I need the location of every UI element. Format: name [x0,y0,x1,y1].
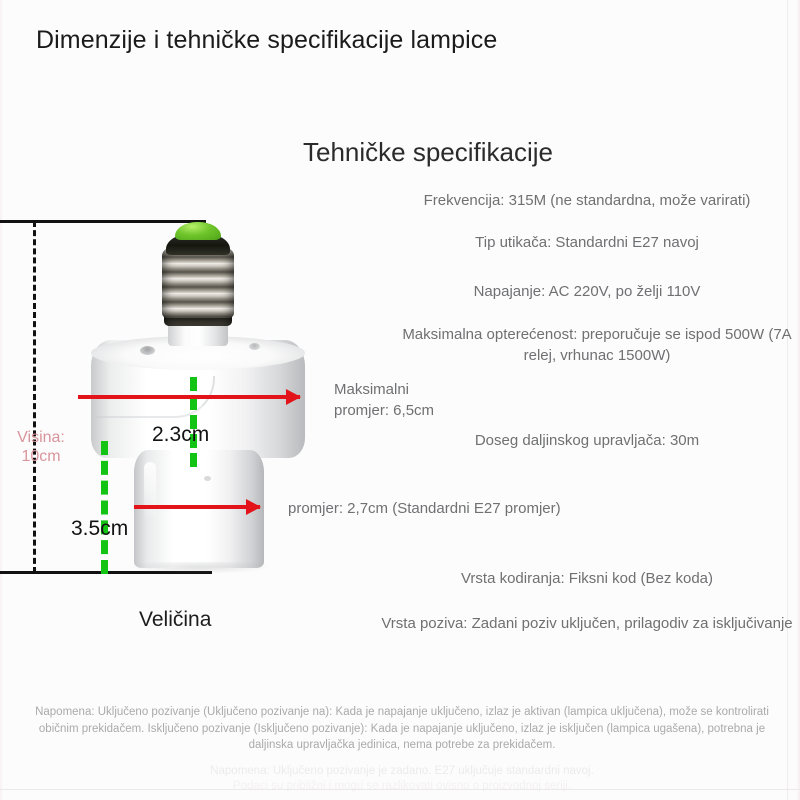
e27-diameter-label: promjer: 2,7cm (Standardni E27 promjer) [288,500,561,517]
page-edge-right [796,0,800,800]
holder-skirt-speck [204,476,211,481]
page-edge-left [0,0,3,800]
max-diameter-label [334,379,434,421]
spec-item-call-type: Vrsta poziva: Zadani poziv uključen, prilagodiv za isključivanje [381,615,793,632]
height-label [4,428,78,466]
arrow-e27-diameter [134,505,260,509]
holder-skirt-gloss [144,462,156,520]
spec-item-socket-type: Tip utikača: Standardni E27 navoj [475,234,699,251]
holder-screw-hole-right [249,343,260,350]
height-label-line2: 10cm [21,448,61,465]
e27-green-tip [175,222,221,240]
footer-note-cutoff-line-2: Podaci su približni i mogu se razlikovati ovisno o proizvodnoj seriji. [232,780,572,792]
arrow-max-diameter [78,395,300,399]
specs-heading: Tehničke specifikacije [303,137,554,167]
height-rule-dashed-vertical [33,221,36,573]
measure-bar-3-5cm [101,441,108,574]
e27-screw-base [162,248,234,318]
measure-label-3-5cm: 3.5cm [71,517,129,540]
holder-screw-hole-left [140,346,155,355]
max-diameter-label-line2: promjer: 6,5cm [334,402,435,419]
spec-item-power-supply: Napajanje: AC 220V, po želji 110V [473,283,701,300]
max-diameter-label-line1: Maksimalni [334,381,410,398]
spec-item-remote-range: Doseg daljinskog upravljača: 30m [474,432,700,449]
measure-bar-2-3cm [190,377,197,467]
page-border-vertical [787,0,788,800]
height-label-line1: Visina: [17,429,65,446]
footer-note: Napomena: Uključeno pozivanje (Uključeno pozivanje na): Kada je napajanje uključeno, izlaz je aktivan (lampica uključena), može se kontrolirati običnim prekidačem. Isključeno pozivanje (Isključeno pozivanje): Kada je napajanje uključeno, izlaz je isključen (lampica ugašena), potrebna je daljinska upravljačka jedinica, nema potrebe za prekidačem. [35,706,769,751]
measure-label-2-3cm: 2.3cm [152,423,210,446]
holder-shadow [126,562,272,574]
spec-item-max-load: Maksimalna opterećenost: preporučuje se ispod 500W (7A relej, vrhunac 1500W) [402,326,792,364]
diagram-caption-size: Veličina [139,608,212,631]
page-title: Dimenzije i tehničke specifikacije lampice [36,26,498,54]
spec-item-coding-type: Vrsta kodiranja: Fiksni kod (Bez koda) [460,570,714,587]
spec-item-frequency: Frekvencija: 315M (ne standardna, može varirati) [423,192,751,209]
footer-note-cutoff-line-1: Napomena: Uključeno pozivanje je zadano. E27 uključuje standardni navoj. [210,765,594,777]
